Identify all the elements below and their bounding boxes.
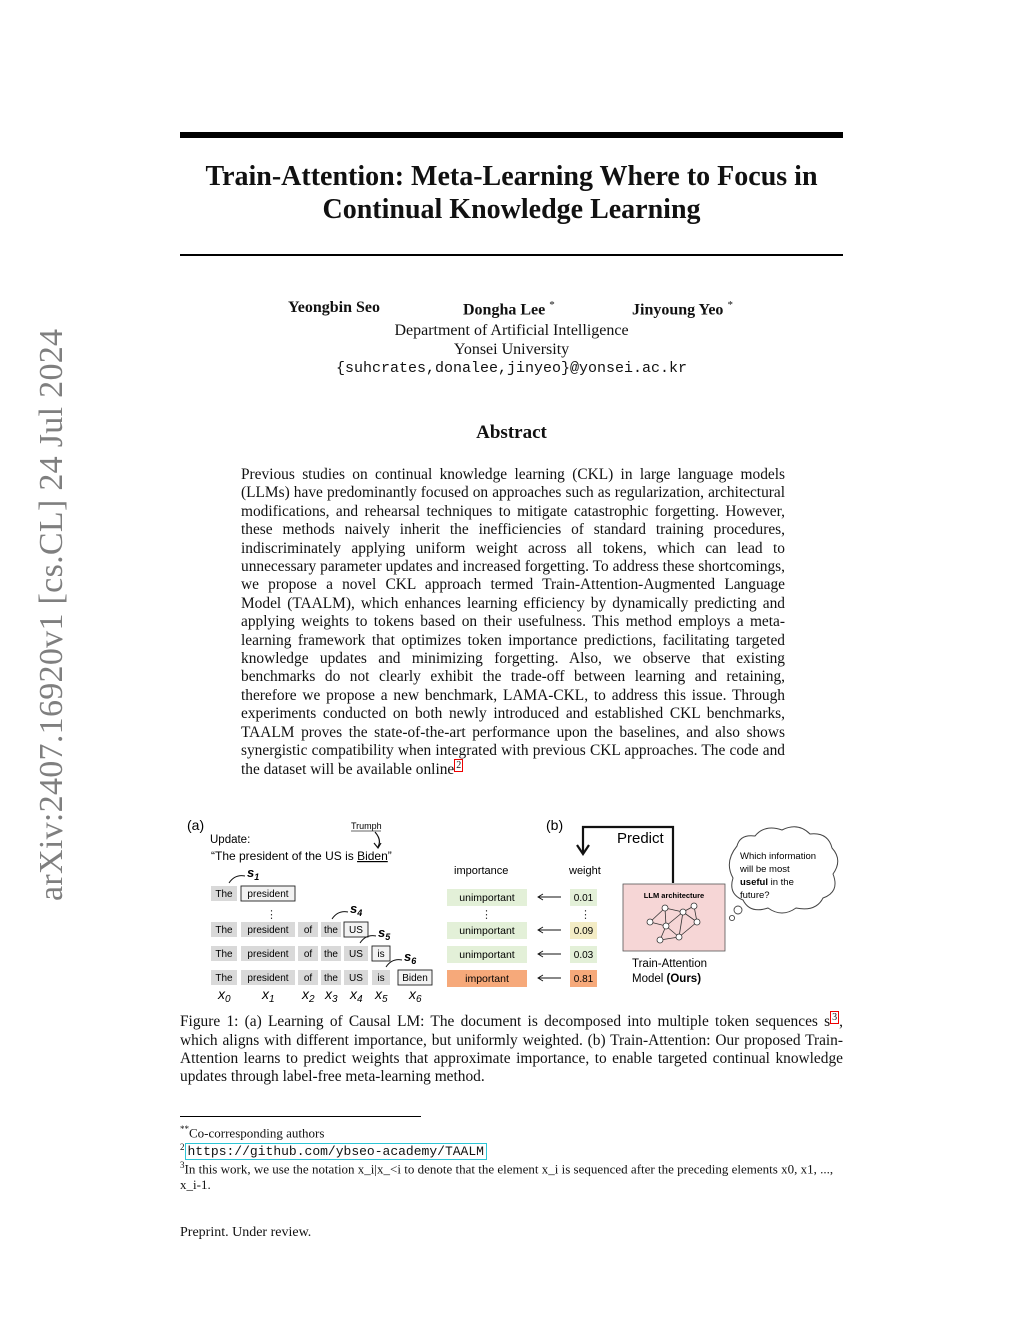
x-axis-labels: [217, 986, 422, 1005]
weight-value: 0.81: [573, 974, 594, 985]
author-block: [180, 299, 843, 378]
x-label: $x_0$: [218, 986, 231, 1005]
author-department: Department of Artificial Intelligence: [394, 322, 629, 339]
token-text: president: [247, 973, 289, 984]
footnote-link-2[interactable]: 2: [456, 759, 462, 771]
cloud-line2: will be most: [740, 864, 790, 875]
token-text: US: [349, 973, 363, 984]
weight-value: 0.09: [573, 926, 594, 937]
sequence-label: $s_4$: [350, 901, 363, 918]
title-rule-top: [180, 132, 843, 138]
x-label: $x_5$: [375, 986, 388, 1005]
token-text: of: [303, 925, 313, 936]
update-label: Update:: [210, 834, 251, 846]
ellipsis-b: ⋮: [481, 909, 492, 921]
x-label: $x_4$: [350, 986, 363, 1005]
token-text: US: [349, 925, 363, 936]
importance-column: [447, 889, 597, 987]
arxiv-identifier: arXiv:2407.16920v1 [cs.CL] 24 Jul 2024: [33, 328, 70, 901]
token-text: the: [324, 973, 338, 984]
x-label: $x_3$: [325, 986, 338, 1005]
trumph-label: Trumph: [351, 821, 382, 831]
sequence-label: $s_6$: [404, 949, 417, 966]
predict-label: Predict: [617, 830, 664, 847]
token-text: is: [377, 949, 385, 960]
abstract-heading: Abstract: [476, 422, 547, 443]
importance-text: unimportant: [459, 892, 515, 904]
author-university: Yonsei University: [453, 341, 570, 358]
panel-a-label: (a): [187, 817, 205, 833]
x-label: $x_1$: [262, 986, 275, 1005]
x-label: $x_6$: [409, 986, 422, 1005]
left-arrow: [538, 951, 561, 957]
ellipsis-a: ⋮: [266, 909, 277, 921]
importance-text: important: [465, 973, 509, 985]
preprint-footer: Preprint. Under review.: [180, 1225, 312, 1240]
token-sequence-rows: [211, 865, 432, 985]
title-rule-bottom: [180, 254, 843, 256]
author-name-3: Jinyoung Yeo *: [632, 299, 733, 319]
footnote-2: $^2$ https://github.com/ybseo-academy/TAALM: [180, 1139, 843, 1160]
model-label-line1: Train-Attention: [632, 958, 707, 970]
abstract-body: Previous studies on continual knowledge learning (CKL) in large language models (LLMs) have predominantly focused on approaches such as regularization, architectural modifications, and rehearsal techniques to mitigate catastrophic forgetting. However, these methods naively inherit the inefficiencies of standard training procedures, indiscriminately applying uniform weight across all tokens, which can lead to unnecessary parameter updates and increased forgetting. To address these shortcomings, we propose a novel CKL approach termed Train-Attention-Augmented Language Model (TAALM), which enhances learning efficiency by dynamically predicting and applying weights to tokens based on their usefulness. This method employs a meta-learning framework that optimizes token importance predictions, facilitating targeted knowledge updates and minimizing forgetting. Also, we observe that existing benchmarks do not clearly exhibit the trade-off between learning and retaining, therefore we propose a new benchmark, LAMA-CKL, to address this issue. Through experiments conducted on both newly introduced and established CKL benchmarks, TAALM proves the state-of-the-art performance upon the baselines, and also shows synergistic compatibility when integrated with previous CKL approaches. The code and the dataset will be available online $^2$: [241, 466, 785, 778]
panel-b-label: (b): [546, 817, 564, 833]
sequence-arrow: [229, 876, 245, 883]
author-email: {suhcrates,donalee,jinyeo}@yonsei.ac.kr: [335, 360, 688, 377]
token-text: the: [324, 949, 338, 960]
importance-text: unimportant: [459, 925, 515, 937]
author-name-2: Dongha Lee *: [463, 299, 555, 319]
token-text: president: [247, 925, 289, 936]
author-name-1: Yeongbin Seo: [288, 299, 381, 316]
footnote-3: $^3$In this work, we use the notation x_i|x_<i to denote that the element x_i is sequenced after the preceding elements x0, x1, ..., x_i-1.: [180, 1160, 834, 1193]
token-text: is: [377, 973, 385, 984]
update-text: “The president of the US is Biden”: [211, 849, 392, 863]
figure-1: [180, 812, 843, 1012]
token-text: of: [303, 949, 313, 960]
footnote-rule: [180, 1116, 421, 1117]
left-arrow: [538, 975, 561, 981]
token-text: The: [215, 949, 233, 960]
code-repository-link[interactable]: https://github.com/ybseo-academy/TAALM: [185, 1143, 487, 1160]
footnote-link-3[interactable]: 3: [832, 1012, 838, 1023]
paper-title: Train-Attention: Meta-Learning Where to Focus in Continual Knowledge Learning: [205, 161, 818, 225]
sequence-label: $s_1$: [247, 865, 260, 882]
cloud-line1: Which information: [740, 851, 817, 862]
cloud-line3: useful in the: [740, 877, 794, 888]
token-text: The: [215, 889, 233, 900]
cloud-line4: future?: [740, 890, 770, 901]
footnote-1: **Co-corresponding authors: [180, 1124, 325, 1141]
weight-value: 0.01: [573, 893, 594, 904]
x-label: $x_2$: [302, 986, 315, 1005]
sequence-label: $s_5$: [378, 925, 391, 942]
importance-header: importance: [454, 865, 509, 877]
token-text: of: [303, 973, 313, 984]
sequence-arrow: [332, 912, 348, 919]
model-label-line2: Model (Ours): [632, 973, 702, 985]
token-text: The: [215, 973, 233, 984]
token-text: the: [324, 925, 338, 936]
token-text: The: [215, 925, 233, 936]
token-text: president: [247, 949, 289, 960]
llm-architecture-label: LLM architecture: [643, 891, 705, 900]
weight-header: weight: [569, 865, 601, 877]
left-arrow: [538, 927, 561, 933]
weight-value: 0.03: [573, 950, 594, 961]
token-text: Biden: [402, 973, 428, 984]
importance-text: unimportant: [459, 949, 515, 961]
left-arrow: [538, 894, 561, 900]
figure-caption: Figure 1: (a) Learning of Causal LM: The document is decomposed into multiple token sequences s $^3$ , which aligns with different importance, but uniformly weighted. (b) Train-Attention: Our proposed Train-Attention learns to predict weights that approximate importance, to enable targeted continual knowledge updates through label-free meta-learning method.: [180, 1012, 843, 1086]
token-text: US: [349, 949, 363, 960]
ellipsis-c: ⋮: [580, 909, 591, 921]
token-text: president: [247, 889, 289, 900]
